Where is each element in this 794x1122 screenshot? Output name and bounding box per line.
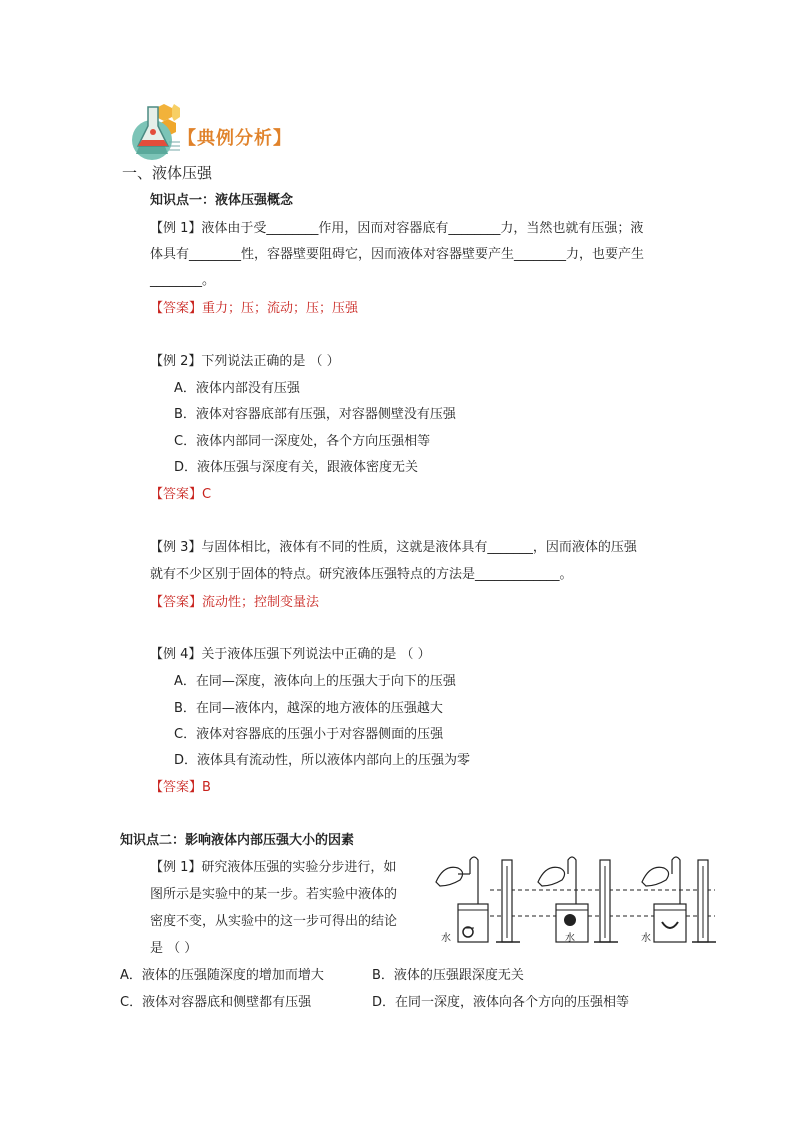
- kp2-ex1-option-d: D．在同一深度，液体向各个方向的压强相等: [372, 995, 630, 1010]
- flask-hexagon-icon: [122, 102, 182, 162]
- setup-3: [642, 857, 716, 942]
- figure-label-water-1: 水: [441, 933, 451, 944]
- section-header-title: 【典例分析】: [178, 128, 292, 149]
- kp1-ex3-answer: 【答案】流动性；控制变量法: [150, 595, 320, 610]
- kp2-ex1-line1: 【例 1】研究液体压强的实验分步进行，如: [150, 860, 397, 875]
- kp1-ex2-option-c: C．液体内部同一深度处，各个方向压强相等: [174, 434, 431, 449]
- kp2-ex1-option-a: A．液体的压强随深度的增加而增大: [120, 968, 324, 983]
- kp1-ex3-line2: 就有不少区别于固体的特点。研究液体压强特点的方法是_____________。: [150, 567, 573, 582]
- kp2-ex1-option-c: C．液体对容器底和侧壁都有压强: [120, 995, 312, 1010]
- kp1-ex4-answer: 【答案】B: [150, 780, 211, 795]
- section-title: 一、液体压强: [122, 164, 213, 182]
- kp1-ex3-line1: 【例 3】与固体相比，液体有不同的性质，这就是液体具有_______，因而液体的压强: [150, 540, 637, 555]
- pressure-experiment-figure: [430, 852, 730, 952]
- kp1-ex2-option-d: D．液体压强与深度有关，跟液体密度无关: [174, 460, 419, 475]
- kp1-title: 知识点一：液体压强概念: [150, 193, 294, 208]
- kp1-ex1-answer: 【答案】重力；压；流动；压；压强: [150, 301, 359, 316]
- kp2-ex1-line3: 密度不变，从实验中的这一步可得出的结论: [150, 914, 398, 929]
- figure-label-water-2: 水: [565, 933, 575, 944]
- kp2-ex1-option-b: B．液体的压强跟深度无关: [372, 968, 524, 983]
- kp1-ex4-option-d: D．液体具有流动性，所以液体内部向上的压强为零: [174, 753, 471, 768]
- kp1-ex4-option-b: B．在同—液体内，越深的地方液体的压强越大: [174, 701, 443, 716]
- kp1-ex4-stem: 【例 4】关于液体压强下列说法中正确的是 （ ）: [150, 647, 431, 662]
- kp1-ex4-option-c: C．液体对容器底的压强小于对容器侧面的压强: [174, 727, 444, 742]
- kp1-ex1-line1: 【例 1】液体由于受________作用，因而对容器底有________力，当然也就有压强；液: [150, 221, 644, 236]
- kp1-ex2-option-b: B．液体对容器底部有压强，对容器侧壁没有压强: [174, 407, 456, 422]
- kp1-ex4-option-a: A．在同—深度，液体向上的压强大于向下的压强: [174, 674, 456, 689]
- kp1-ex2-stem: 【例 2】下列说法正确的是 （ ）: [150, 354, 340, 369]
- kp1-ex1-line2: 体具有________性，容器壁要阻碍它，因而液体对容器壁要产生________力，也要产生: [150, 247, 645, 262]
- kp2-ex1-line4: 是 （ ）: [150, 941, 198, 956]
- kp1-ex1-line3: ________。: [150, 273, 216, 288]
- kp1-ex2-option-a: A．液体内部没有压强: [174, 381, 300, 396]
- kp2-ex1-line2: 图所示是实验中的某一步。若实验中液体的: [150, 887, 398, 902]
- kp2-title: 知识点二：影响液体内部压强大小的因素: [120, 833, 355, 848]
- kp1-ex2-answer: 【答案】C: [150, 487, 212, 502]
- setup-2: [538, 857, 618, 942]
- figure-label-water-3: 水: [641, 933, 651, 944]
